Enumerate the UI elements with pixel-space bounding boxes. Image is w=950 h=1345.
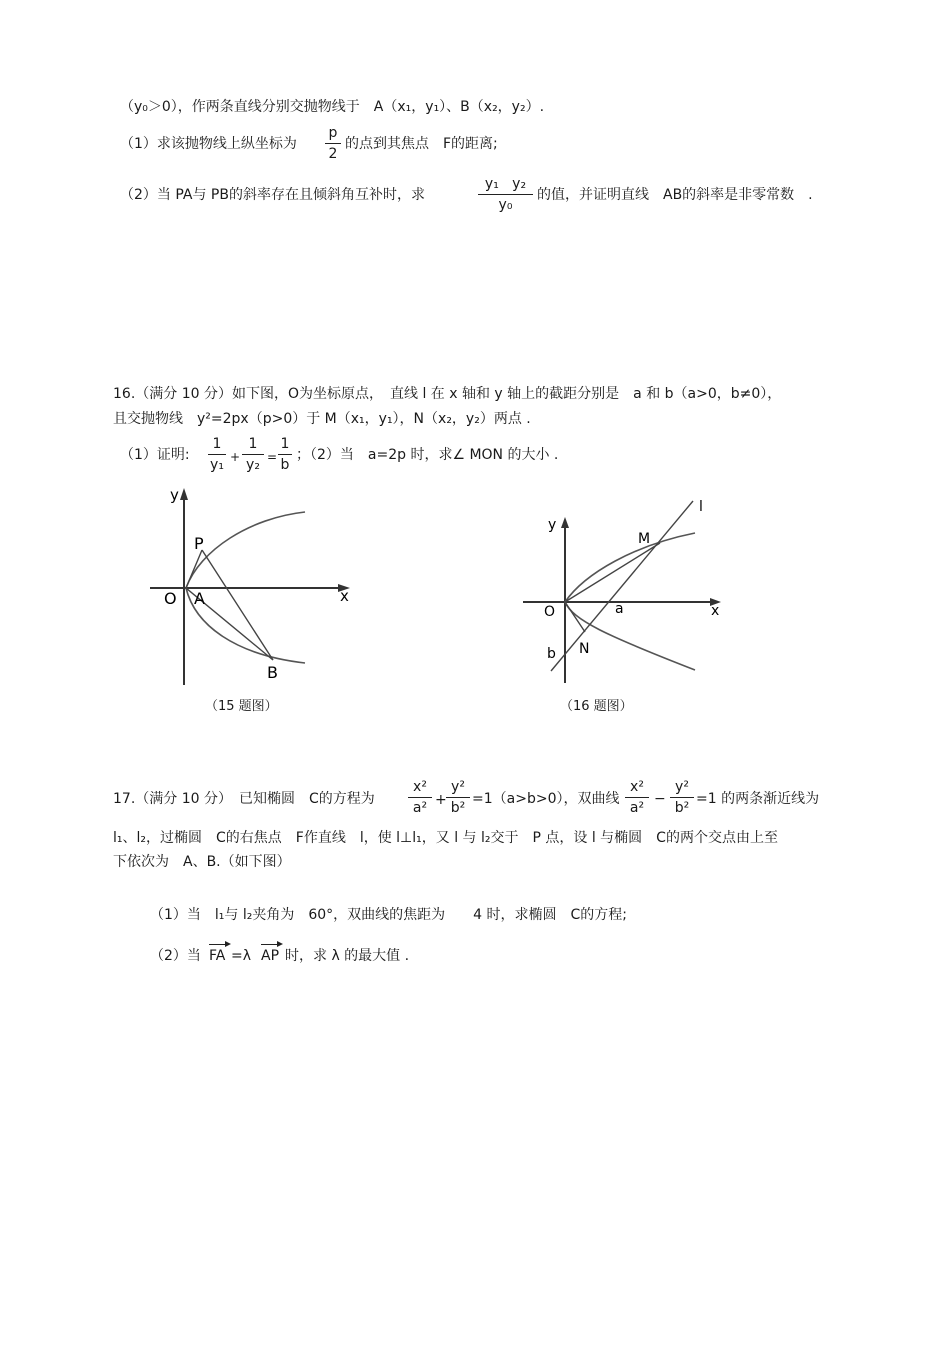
label-x: x (340, 587, 349, 605)
segment-om (565, 543, 660, 602)
figure-16-caption: （16 题图） (560, 699, 633, 714)
p17-q2-mid: =λ (231, 948, 252, 964)
label-b: b (547, 646, 556, 662)
p17-q2-pre: （2）当 (150, 948, 201, 964)
p16-fraction-1 (208, 435, 226, 474)
hyperbola-fraction-x (625, 778, 649, 817)
p16-question-post: ；（2）当 a=2p 时，求∠ MON 的大小 . (296, 447, 559, 463)
label-origin: O (544, 604, 556, 620)
fraction-denominator: b (280, 457, 290, 473)
fraction-denominator: a² (412, 800, 428, 816)
label-y: y (548, 517, 557, 533)
p17-line3: 下依次为 A、B.（如下图） (113, 854, 291, 870)
label-y: y (170, 486, 179, 504)
figure-16 (515, 495, 745, 690)
p17-line1-mid: =1（a>b>0），双曲线 (472, 791, 620, 807)
fraction-denominator: y₂ (246, 457, 260, 473)
p17-q1: （1）当 l₁与 l₂夹角为 60°，双曲线的焦距为 4 时，求椭圆 C的方程; (150, 907, 628, 923)
label-m: M (638, 531, 651, 547)
fraction-denominator: y₁ (210, 457, 224, 473)
fraction-numerator: y² (451, 779, 465, 795)
label-a: A (194, 589, 205, 608)
label-x: x (711, 603, 720, 619)
fraction-numerator: x² (630, 779, 644, 795)
p15-q1-text: （1）求该抛物线上纵坐标为 (120, 136, 297, 152)
fraction-denominator: a² (629, 800, 645, 816)
p15-line0: （y₀＞0），作两条直线分别交抛物线于 A（x₁，y₁）、B（x₂，y₂）. (120, 99, 545, 115)
p16-line2: 且交抛物线 y²=2px（p>0）于 M（x₁，y₁），N（x₂，y₂）两点 . (113, 411, 531, 427)
fraction-numerator: p (328, 125, 338, 141)
fraction-denominator: y₀ (498, 197, 513, 213)
label-n: N (579, 641, 590, 657)
p15-q1-fraction (325, 124, 341, 163)
fraction-numerator (478, 175, 533, 193)
p15-q1-post: 的点到其焦点 F的距离; (345, 136, 498, 152)
p16-fraction-2 (242, 435, 264, 474)
label-a: a (615, 601, 624, 617)
fraction-denominator: b² (674, 800, 690, 816)
p15-q2-post: 的值，并证明直线 AB的斜率是非零常数 . (537, 187, 813, 203)
fraction-numerator: 1 (248, 436, 258, 452)
vector-ap: AP (261, 948, 280, 964)
fraction-numerator: 1 (212, 436, 222, 452)
p17-line2: l₁、l₂，过椭圆 C的右焦点 F作直线 l，使 l⊥l₁，又 l 与 l₂交于 P 点，设 l 与椭圆 C的两个交点由上至 (113, 830, 778, 846)
equals-sign: = (267, 450, 278, 464)
ellipse-fraction-y (446, 778, 470, 817)
p16-line1: 16.（满分 10 分）如下图，O为坐标原点， 直线 l 在 x 轴和 y 轴上的截距分别是 a 和 b（a>0，b≠0）， (113, 386, 782, 402)
num-y1: y₁ (484, 176, 499, 192)
fraction-numerator: x² (413, 779, 427, 795)
p15-q2-fraction (478, 175, 533, 214)
p16-fraction-3 (278, 435, 292, 474)
fraction-numerator: 1 (280, 436, 290, 452)
p17-q2-post: 时，求 λ 的最大值 . (285, 948, 410, 964)
plus-sign: + (230, 450, 241, 464)
ellipse-fraction-x (408, 778, 432, 817)
p16-question: （1）证明: (120, 447, 190, 463)
y-axis-arrow (180, 488, 188, 500)
fraction-numerator: y² (675, 779, 689, 795)
figure-15 (140, 480, 370, 695)
label-origin: O (164, 589, 177, 608)
num-y2: y₂ (512, 176, 527, 192)
plus-sign: + (435, 792, 447, 808)
fraction-denominator: b² (450, 800, 466, 816)
p17-line1-post: =1 的两条渐近线为 (696, 791, 820, 807)
vector-arrow-icon (261, 944, 281, 945)
hyperbola-fraction-y (670, 778, 694, 817)
p15-q2-text: （2）当 PA与 PB的斜率存在且倾斜角互补时，求 (120, 187, 425, 203)
label-l: l (699, 499, 703, 515)
figure-15-caption: （15 题图） (205, 699, 278, 714)
segment-on (565, 602, 585, 632)
y-axis-arrow (561, 517, 569, 528)
p17-line1-pre: 17.（满分 10 分） 已知椭圆 C的方程为 (113, 791, 375, 807)
vector-fa: FA (209, 948, 226, 964)
label-b: B (267, 663, 278, 682)
label-p: P (194, 534, 204, 553)
fraction-denominator: 2 (328, 146, 338, 162)
vector-arrow-icon (209, 944, 229, 945)
line-l (551, 501, 693, 671)
minus-sign: − (654, 791, 666, 807)
